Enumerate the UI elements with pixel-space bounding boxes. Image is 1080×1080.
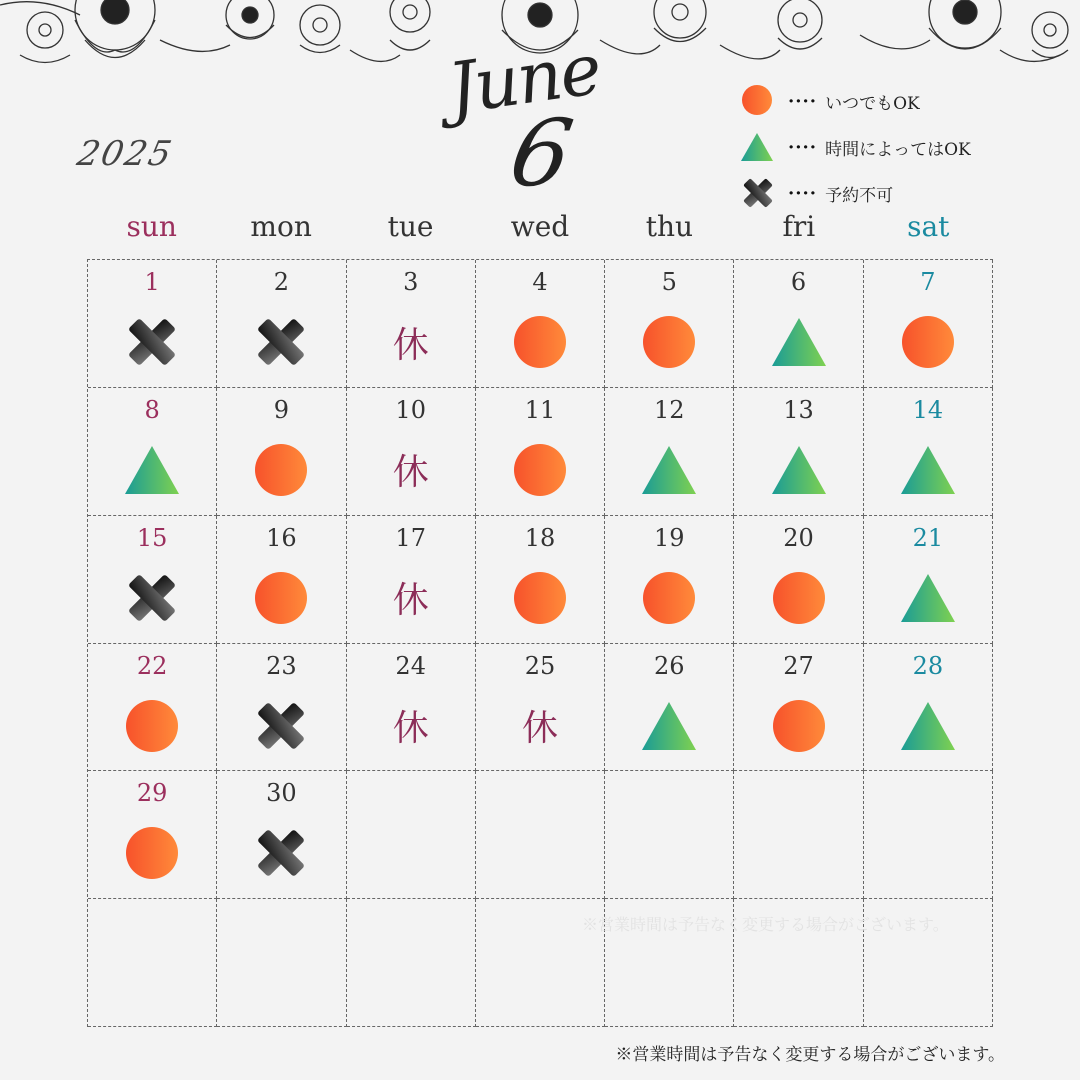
weekday-sat: sat bbox=[907, 210, 950, 243]
day-cell bbox=[476, 388, 605, 516]
circle-icon bbox=[253, 570, 309, 626]
flower-icon bbox=[75, 0, 155, 58]
legend-dots: ···· bbox=[788, 182, 818, 204]
day-cell bbox=[217, 516, 346, 644]
circle-icon bbox=[253, 442, 309, 498]
flower-icon bbox=[300, 5, 340, 53]
day-number: 26 bbox=[654, 651, 685, 680]
triangle-icon bbox=[641, 442, 697, 498]
day-cell bbox=[88, 260, 217, 388]
flower-icon bbox=[226, 0, 274, 39]
day-cell bbox=[476, 644, 605, 772]
day-number: 20 bbox=[783, 523, 814, 552]
empty-cell bbox=[347, 899, 476, 1027]
day-number: 19 bbox=[654, 523, 685, 552]
cross-icon bbox=[253, 825, 309, 881]
day-cell bbox=[734, 644, 863, 772]
circle-icon bbox=[512, 570, 568, 626]
month-number: 6 bbox=[502, 100, 580, 207]
day-number: 11 bbox=[524, 395, 556, 424]
empty-cell bbox=[476, 771, 605, 899]
legend-dots: ···· bbox=[788, 136, 818, 158]
flower-icon bbox=[20, 12, 70, 63]
circle-icon bbox=[124, 825, 180, 881]
closed-mark bbox=[383, 314, 439, 370]
empty-cell bbox=[88, 899, 217, 1027]
day-number: 21 bbox=[912, 523, 944, 552]
day-number: 28 bbox=[912, 651, 944, 680]
day-cell bbox=[734, 516, 863, 644]
day-cell bbox=[88, 644, 217, 772]
day-number: 10 bbox=[395, 395, 426, 424]
weekday-header bbox=[87, 210, 993, 254]
day-number: 5 bbox=[661, 268, 677, 296]
weekday-mon: mon bbox=[250, 210, 312, 243]
empty-cell bbox=[347, 771, 476, 899]
circle-icon bbox=[771, 570, 827, 626]
closed-label: 休 bbox=[392, 580, 429, 622]
closed-label: 休 bbox=[392, 324, 429, 366]
circle-icon bbox=[641, 570, 697, 626]
flower-icon bbox=[654, 0, 706, 42]
day-cell bbox=[605, 388, 734, 516]
day-cell bbox=[864, 644, 993, 772]
flower-icon bbox=[778, 0, 822, 49]
day-number: 8 bbox=[144, 395, 160, 424]
day-number: 4 bbox=[532, 268, 548, 296]
day-number: 30 bbox=[266, 779, 297, 808]
closed-label: 休 bbox=[392, 708, 429, 749]
legend-label: いつでもOK bbox=[825, 93, 920, 114]
day-number: 6 bbox=[790, 268, 807, 296]
closed-mark bbox=[383, 698, 439, 754]
legend-dots: ···· bbox=[788, 90, 818, 112]
circle-icon bbox=[740, 83, 776, 119]
faint-note: ※営業時間は予告なく変更する場合がございます。 bbox=[582, 915, 949, 934]
empty-cell bbox=[605, 771, 734, 899]
circle-icon bbox=[900, 314, 956, 370]
day-cell bbox=[476, 260, 605, 388]
day-cell bbox=[217, 771, 346, 899]
weekday-wed: wed bbox=[510, 210, 570, 243]
circle-icon bbox=[771, 698, 827, 754]
triangle-icon bbox=[900, 442, 956, 498]
legend-label: 予約不可 bbox=[825, 185, 894, 206]
legend-label: 時間によってはOK bbox=[825, 139, 971, 160]
day-cell bbox=[605, 260, 734, 388]
closed-mark bbox=[383, 570, 439, 626]
triangle-icon bbox=[771, 314, 827, 370]
day-cell bbox=[605, 644, 734, 772]
weekday-thu: thu bbox=[645, 210, 694, 243]
day-cell bbox=[734, 388, 863, 516]
day-number: 24 bbox=[395, 651, 426, 680]
day-number: 27 bbox=[783, 651, 814, 680]
flower-icon bbox=[390, 0, 430, 50]
empty-cell bbox=[217, 899, 346, 1027]
empty-cell bbox=[864, 771, 993, 899]
cross-icon bbox=[253, 698, 309, 754]
day-number: 16 bbox=[266, 523, 297, 552]
cross-icon bbox=[740, 175, 776, 211]
flower-icon bbox=[929, 0, 1001, 49]
closed-mark bbox=[512, 698, 568, 754]
day-cell bbox=[347, 644, 476, 772]
day-number: 14 bbox=[912, 395, 944, 424]
triangle-icon bbox=[641, 698, 697, 754]
day-cell bbox=[217, 260, 346, 388]
day-cell bbox=[88, 388, 217, 516]
day-number: 25 bbox=[524, 651, 556, 680]
month-name: June bbox=[443, 27, 605, 131]
day-cell bbox=[217, 388, 346, 516]
empty-cell bbox=[734, 771, 863, 899]
day-number: 3 bbox=[403, 268, 419, 296]
day-cell bbox=[88, 771, 217, 899]
day-number: 1 bbox=[144, 268, 160, 296]
year-label: 2025 bbox=[73, 134, 177, 174]
day-number: 15 bbox=[136, 523, 168, 552]
cross-icon bbox=[124, 570, 180, 626]
day-cell bbox=[347, 516, 476, 644]
legend-item-conditional bbox=[740, 124, 1060, 170]
circle-icon bbox=[124, 698, 180, 754]
circle-icon bbox=[512, 314, 568, 370]
flower-icon bbox=[1032, 12, 1068, 58]
day-number: 13 bbox=[783, 395, 814, 424]
weekday-sun: sun bbox=[126, 210, 177, 243]
cross-icon bbox=[253, 314, 309, 370]
day-cell bbox=[864, 260, 993, 388]
cross-icon bbox=[124, 314, 180, 370]
triangle-icon bbox=[900, 570, 956, 626]
legend-item-available bbox=[740, 78, 1060, 124]
day-number: 7 bbox=[920, 268, 936, 296]
closed-mark bbox=[383, 442, 439, 498]
triangle-icon bbox=[900, 698, 956, 754]
day-cell bbox=[347, 388, 476, 516]
day-number: 29 bbox=[136, 779, 168, 808]
closed-label: 休 bbox=[392, 452, 429, 494]
day-cell bbox=[217, 644, 346, 772]
day-cell bbox=[864, 388, 993, 516]
triangle-icon bbox=[740, 129, 776, 165]
weekday-fri: fri bbox=[782, 210, 816, 243]
day-cell bbox=[605, 516, 734, 644]
day-cell bbox=[476, 516, 605, 644]
triangle-icon bbox=[124, 442, 180, 498]
day-number: 9 bbox=[273, 395, 290, 424]
day-number: 18 bbox=[524, 523, 556, 552]
footnote: ※営業時間は予告なく変更する場合がございます。 bbox=[615, 1045, 1005, 1065]
circle-icon bbox=[641, 314, 697, 370]
day-number: 23 bbox=[266, 651, 297, 680]
weekday-tue: tue bbox=[387, 210, 434, 243]
day-number: 22 bbox=[136, 651, 168, 680]
day-cell bbox=[347, 260, 476, 388]
closed-label: 休 bbox=[521, 708, 558, 749]
day-cell bbox=[734, 260, 863, 388]
legend bbox=[740, 78, 1060, 216]
circle-icon bbox=[512, 442, 568, 498]
day-number: 17 bbox=[395, 523, 426, 552]
day-cell bbox=[864, 516, 993, 644]
triangle-icon bbox=[771, 442, 827, 498]
day-cell bbox=[88, 516, 217, 644]
day-number: 2 bbox=[273, 268, 290, 296]
day-number: 12 bbox=[654, 395, 685, 424]
